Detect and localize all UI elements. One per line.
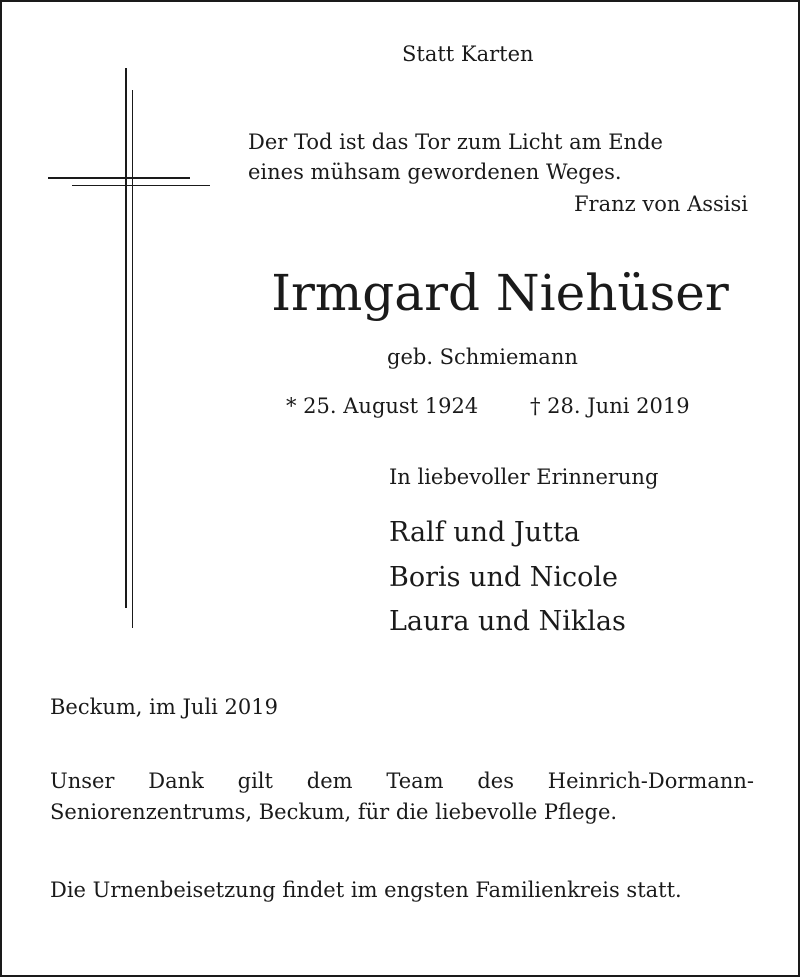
deceased-name: Irmgard Niehüser bbox=[271, 264, 729, 322]
place-date: Beckum, im Juli 2019 bbox=[50, 695, 278, 719]
maiden-name: geb. Schmiemann bbox=[387, 345, 578, 369]
mourner-name: Boris und Nicole bbox=[389, 562, 618, 593]
death-date: † 28. Juni 2019 bbox=[530, 394, 690, 418]
quote-author: Franz von Assisi bbox=[573, 192, 748, 216]
funeral-note-paragraph: Die Urnenbeisetzung findet im engsten Familienkreis statt. bbox=[50, 878, 682, 902]
birth-date: * 25. August 1924 bbox=[286, 394, 479, 418]
quote-line-2: eines mühsam gewordenen Weges. bbox=[248, 160, 622, 184]
mourner-name: Laura und Niklas bbox=[389, 606, 626, 637]
remembrance-intro: In liebevoller Erinnerung bbox=[389, 465, 659, 489]
thanks-paragraph: Unser Dank gilt dem Team des Heinrich-Dormann-Seniorenzentrums, Beckum, für die liebevolle Pflege. bbox=[50, 769, 754, 824]
mourner-name: Ralf und Jutta bbox=[389, 517, 580, 548]
quote-line-1: Der Tod ist das Tor zum Licht am Ende bbox=[248, 130, 663, 154]
header-note: Statt Karten bbox=[402, 42, 534, 66]
